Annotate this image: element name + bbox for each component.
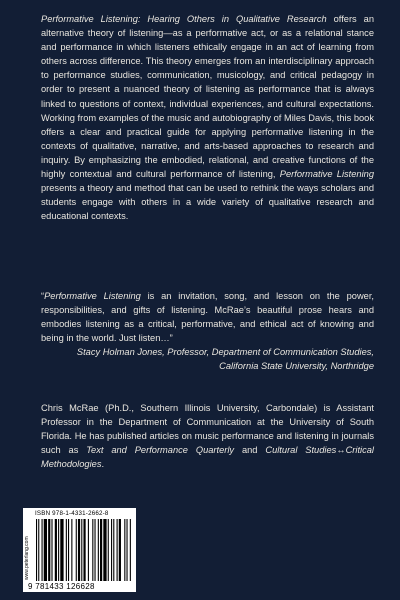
journal-name-1: Text and Performance Quarterly bbox=[86, 445, 235, 456]
barcode-bar bbox=[38, 519, 39, 581]
barcode-bar bbox=[108, 519, 109, 581]
barcode-bar bbox=[66, 519, 67, 581]
barcode-bar bbox=[55, 519, 57, 581]
barcode-bar bbox=[76, 519, 77, 581]
barcode-bar bbox=[88, 519, 89, 581]
barcode-bar bbox=[130, 519, 131, 581]
bio-text-part-3: . bbox=[101, 459, 105, 470]
description-text-part-1: offers an alternative theory of listening—as a performative act, or as a relational stance and performance in which listeners ethically engage in an act of learning from others across difference. This theory emerges from an interdisciplinary approach to performance studies, communication, musicology, and critical pedagogy in order to present a nuanced theory of listening as performance that is always linked to questions of context, individual experiences, and cultural expectations. Working from examples of the music and autobiography of Miles Davis, this book offers a clear and practical guide for applying performative listening in the contexts of qualitative, narrative, and arts-based approaches to research and inquiry. By emphasizing the embodied, relational, and creative functions of the highly contextual and cultural performance of listening, bbox=[41, 14, 374, 180]
isbn-digits: 9 781433 126628 bbox=[28, 582, 95, 591]
attribution-name-title: Stacy Holman Jones, Professor, Department of Communication Studies, bbox=[76, 347, 374, 357]
barcode-bar bbox=[92, 519, 93, 581]
open-quote-mark: “ bbox=[41, 291, 45, 301]
barcode-bar bbox=[71, 519, 72, 581]
barcode-bar bbox=[44, 519, 47, 581]
endorsement-quote bbox=[41, 289, 374, 345]
barcode-bar bbox=[100, 519, 102, 581]
book-short-title: Performative Listening bbox=[279, 169, 374, 180]
barcode-bar bbox=[124, 519, 125, 581]
barcode-bar bbox=[68, 519, 69, 581]
bio-text-part-1: Chris McRae (Ph.D., Southern Illinois University, Carbondale) is Assistant Professor in the Department of Communication at the University of South Florida. He has published articles on music performance and listening in journals such as bbox=[41, 403, 374, 456]
barcode-bar bbox=[98, 519, 99, 581]
quote-book-title: Performative Listening bbox=[44, 291, 141, 301]
barcode-bar bbox=[103, 519, 106, 581]
barcode-bar bbox=[94, 519, 95, 581]
barcode-bar bbox=[83, 519, 85, 581]
barcode-bar bbox=[51, 519, 52, 581]
book-description bbox=[41, 12, 374, 223]
barcode-bar bbox=[113, 519, 114, 581]
barcode-bar bbox=[58, 519, 59, 581]
barcode-bar bbox=[60, 519, 63, 581]
barcode-bar bbox=[36, 519, 37, 581]
bio-text-part-2: and bbox=[234, 445, 266, 456]
barcode-bar bbox=[42, 519, 43, 581]
barcode-image bbox=[36, 519, 132, 581]
isbn-label: ISBN 978-1-4331-2662-8 bbox=[35, 510, 109, 517]
journal-name-2: Cultural Studies↔Critical Methodologies bbox=[41, 445, 374, 470]
author-bio bbox=[41, 401, 374, 471]
barcode-bar bbox=[119, 519, 121, 581]
book-title: Performative Listening: Hearing Others in Qualitative Research bbox=[41, 14, 327, 24]
barcode-bar bbox=[126, 519, 127, 581]
isbn-barcode-box bbox=[23, 508, 136, 592]
barcode-bar bbox=[78, 519, 80, 581]
endorsement-attribution bbox=[41, 345, 374, 374]
description-text-part-2: presents a theory and method that can be used to rethink the ways scholars and students engage with others in a wide variety of qualitative research and educational contexts. bbox=[41, 183, 374, 222]
barcode-bar bbox=[48, 519, 50, 581]
barcode-bar bbox=[117, 519, 118, 581]
publisher-url: www.peterlang.com bbox=[24, 536, 30, 580]
quote-text: is an invitation, song, and lesson on the power, responsibilities, and gifts of listening. McRae’s beautiful prose hears and embodies listening as a critical, performative, and ethical act of knowing and being in the world. Just listen…” bbox=[41, 291, 374, 344]
attribution-institution: California State University, Northridge bbox=[219, 361, 374, 372]
barcode-bar bbox=[81, 519, 82, 581]
barcode-bar bbox=[111, 519, 112, 581]
